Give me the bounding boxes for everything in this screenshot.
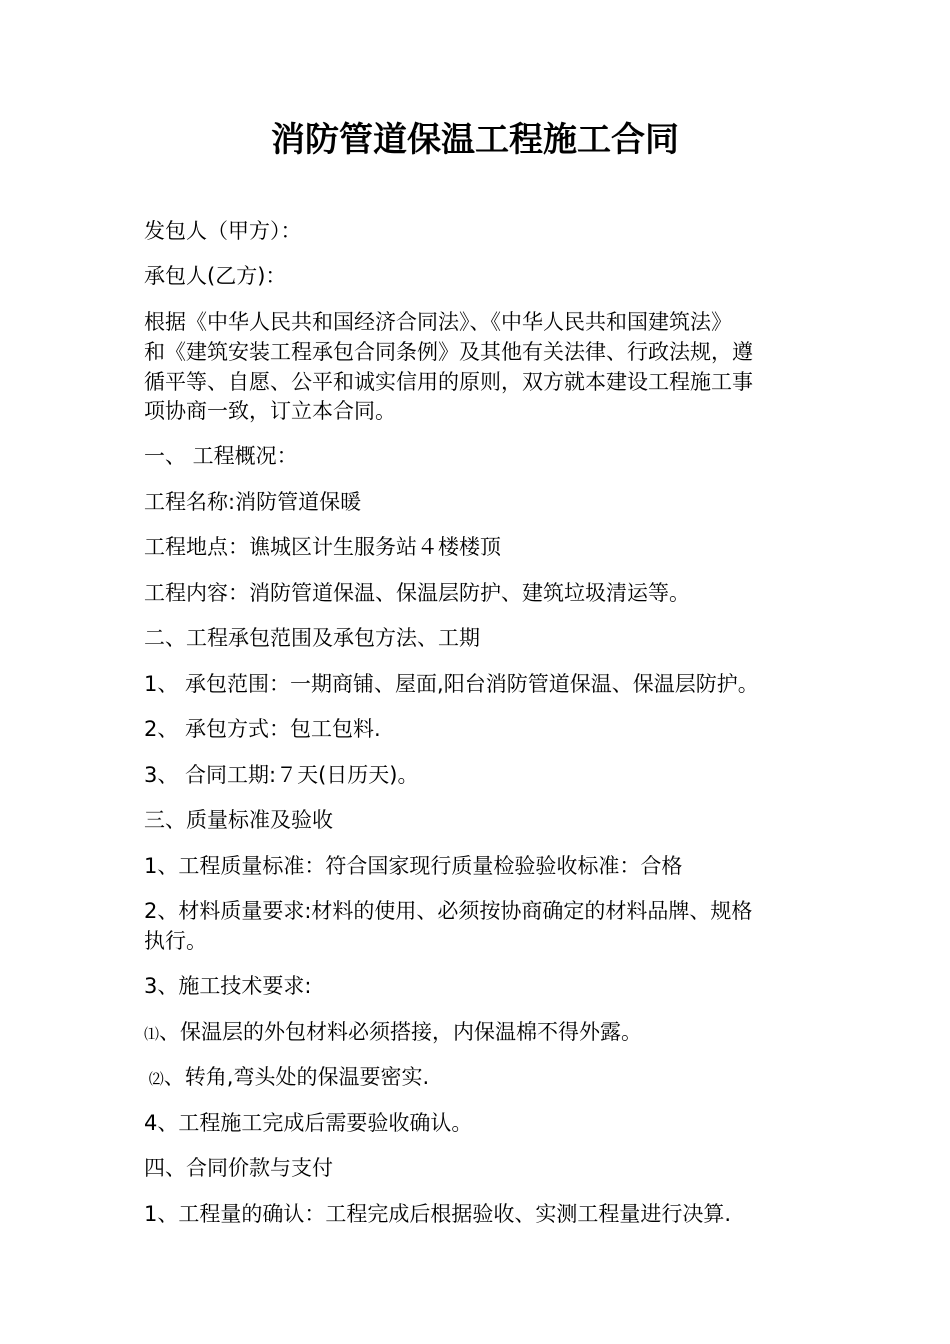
tech-requirement-1-number: ⑴ [144, 1025, 160, 1043]
section-3-heading: 三、质量标准及验收 [144, 808, 333, 832]
section-1-heading: 一、 工程概况： [144, 444, 298, 468]
preamble-line-4: 项协商一致，订立本合同。 [144, 399, 396, 423]
material-quality-item-line-1: 2、材料质量要求:材料的使用、必须按协商确定的材料品牌、规格 [144, 899, 753, 923]
tech-requirement-2-number: ⑵ [144, 1070, 164, 1088]
tech-requirement-2 [144, 1062, 814, 1094]
duration-item: 3、 合同工期:７天(日历天)。 [144, 763, 419, 787]
quality-standard-item: 1、工程质量标准：符合国家现行质量检验验收标准：合格 [144, 854, 683, 878]
project-content-line: 工程内容：消防管道保温、保温层防护、建筑垃圾清运等。 [144, 581, 690, 605]
material-quality-item-line-2: 执行。 [144, 929, 207, 953]
preamble-line-2: 和《建筑安装工程承包合同条例》及其他有关法律、行政法规，遵 [144, 340, 753, 364]
party-b-line: 承包人(乙方)： [144, 264, 287, 288]
preamble-line-1: 根据《中华人民共和国经济合同法》、《中华人民共和国建筑法》 [144, 310, 732, 334]
tech-requirements-heading: 3、施工技术要求: [144, 974, 312, 998]
section-2-heading: 二、工程承包范围及承包方法、工期 [144, 626, 480, 650]
project-location-line: 工程地点：谯城区计生服务站４楼楼顶 [144, 535, 501, 559]
tech-requirement-1-text: 、保温层的外包材料必须搭接，内保温棉不得外露。 [159, 1020, 643, 1044]
project-name-line: 工程名称:消防管道保暖 [144, 490, 362, 514]
scope-item: 1、 承包范围：一期商铺、屋面,阳台消防管道保温、保温层防护。 [144, 672, 759, 696]
method-item: 2、 承包方式：包工包料. [144, 717, 381, 741]
quantity-confirmation-item: 1、工程量的确认：工程完成后根据验收、实测工程量进行决算. [144, 1202, 732, 1226]
party-a-line: 发包人（甲方）： [144, 219, 302, 243]
tech-requirement-2-text: 、转角,弯头处的保温要密实. [163, 1065, 430, 1089]
preamble-line-3: 循平等、自愿、公平和诚实信用的原则，双方就本建设工程施工事 [144, 370, 753, 394]
section-4-heading: 四、合同价款与支付 [144, 1156, 333, 1180]
tech-requirement-1 [144, 1017, 814, 1049]
document-title: 消防管道保温工程施工合同 [271, 120, 679, 160]
acceptance-item: 4、工程施工完成后需要验收确认。 [144, 1111, 473, 1135]
